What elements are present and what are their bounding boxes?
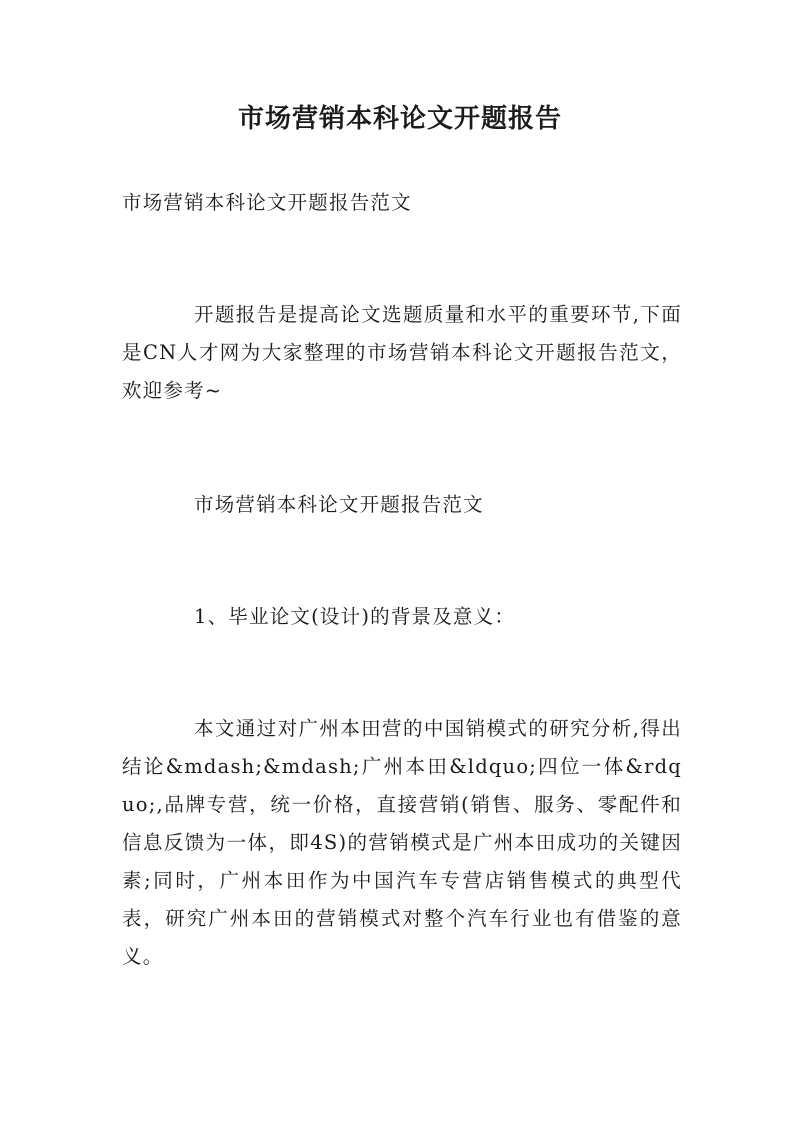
- section-heading: 市场营销本科论文开题报告范文: [194, 493, 484, 516]
- document-subtitle: 市场营销本科论文开题报告范文: [122, 191, 412, 214]
- item-heading: 1、毕业论文(设计)的背景及意义：: [194, 605, 516, 628]
- body-paragraph: 本文通过对广州本田营的中国销模式的研究分析,得出结论&mdash;&mdash;广州本田&ldquo;四位一体&rdquo;,品牌专营，统一价格，直接营销(销售、服务、零配件和信息反馈为一体，即4S)的营销模式是广州本田成功的关键因素;同时，广州本田作为中国汽车专营店销售模式的典型代表，研究广州本田的营销模式对整个汽车行业也有借鉴的意义。: [122, 717, 682, 968]
- document-title: 市场营销本科论文开题报告: [237, 104, 562, 134]
- intro-paragraph: 开题报告是提高论文选题质量和水平的重要环节,下面是CN人才网为大家整理的市场营销本科论文开题报告范文，欢迎参考~: [122, 303, 682, 402]
